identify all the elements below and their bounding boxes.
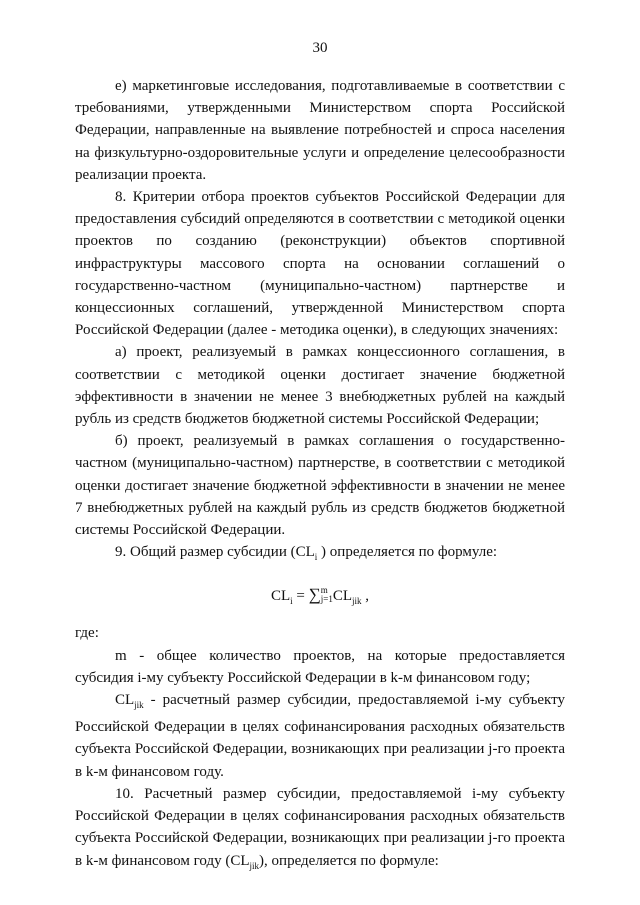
- symbol-cl-jik-inline: $CL_{jik}$: [230, 852, 260, 871]
- paragraph-10-tail: ), определяется по формуле:: [259, 852, 439, 869]
- formula-total-subsidy: $CL_i$ = ∑ m j=1 $CL_{jik}$ ,: [270, 585, 370, 607]
- sum-limits: m j=1: [320, 585, 333, 605]
- paragraph-10-lead: 10. Расчетный размер субсидии, предоставляемой i-му субъекту Российской Федерации в целях софинансирования расходных обязательств субъекта Российской Федерации, возникающих при реализации j-го проекта в k-м финансовом году (: [75, 785, 565, 869]
- symbol-cl-jik: $CL_{jik}$: [115, 692, 144, 711]
- paragraph-8a: а) проект, реализуемый в рамках концессионного соглашения, в соответствии с методикой оценки достигает значение бюджетной эффективности в значении не менее 3 внебюджетных рублей на каждый рубль из средств бюджетов бюджетной системы Российской Федерации;: [75, 344, 565, 428]
- definition-cl-jik: $CL_{jik}$ - расчетный размер субсидии, предоставляемой i-му субъекту Российской Федерации в целях софинансирования расходных обязательств субъекта Российской Федерации, возникающих при реализации j-го проекта в k-м финансовом году.: [75, 692, 565, 780]
- paragraph-e: е) маркетинговые исследования, подготавливаемые в соответствии с требованиями, утвержденными Министерством спорта Российской Федерации, направленные на выявление потребностей и спроса населения на физкультурно-оздоровительные услуги и определение целесообразности реализации проекта.: [75, 78, 565, 183]
- paragraph-10: [75, 783, 565, 877]
- paragraph-9: [75, 541, 565, 568]
- paragraph-8b: б) проект, реализуемый в рамках соглашения о государственно-частном (муниципально-частном) партнерстве, в соответствии с методикой оценки достигает значение бюджетной эффективности в значении не менее 7 внебюджетных рублей на каждый рубль из средств бюджетов бюджетной системы Российской Федерации.: [75, 433, 565, 539]
- paragraph-9-lead: 9. Общий размер субсидии (: [115, 544, 296, 561]
- symbol-cl-i: $CL_i$: [295, 544, 318, 563]
- sum-sign: ∑: [308, 585, 321, 605]
- where-label: где:: [75, 625, 99, 642]
- definition-m: m - общее количество проектов, на которые предоставляется субсидия i-му субъекту Российской Федерации в k-м финансовом году;: [75, 647, 565, 686]
- paragraph-9-tail: ) определяется по формуле:: [321, 544, 498, 561]
- paragraph-8: 8. Критерии отбора проектов субъектов Российской Федерации для предоставления субсидий определяются в соответствии с методикой оценки проектов по созданию (реконструкции) объектов спортивной инфраструктуры массового спорта на основании соглашений о государственно-частном (муниципально-частном) партнерстве и концессионных соглашений, утвержденной Министерством спорта Российской Федерации (далее - методика оценки), в следующих значениях:: [75, 189, 565, 339]
- document-body: [75, 75, 565, 877]
- page-number: 30: [312, 40, 328, 56]
